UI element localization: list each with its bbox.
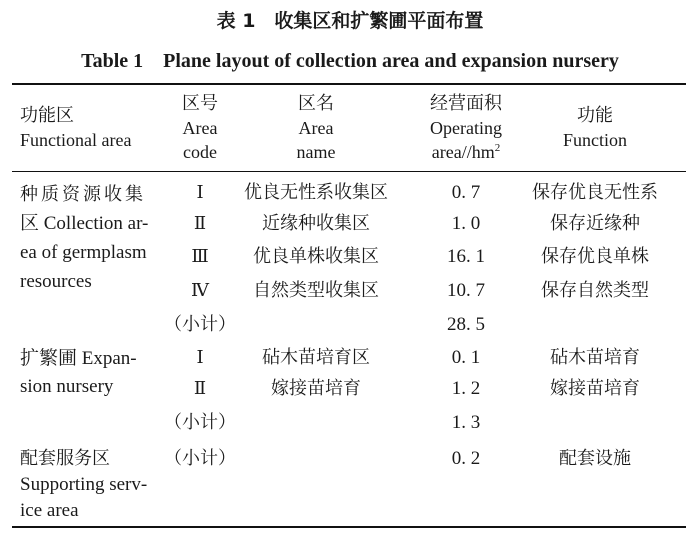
row-code: Ⅱ	[193, 378, 207, 399]
top-rule	[12, 83, 686, 85]
row-area: 16. 1	[447, 246, 485, 267]
row-code: （小计）	[164, 314, 236, 335]
row-function: 砧木苗培育	[550, 347, 640, 368]
header-operating-area-unit	[405, 140, 527, 164]
group-collection-area	[20, 180, 170, 296]
row-area: 1. 3	[451, 412, 481, 433]
row-function: 保存优良无性系	[532, 182, 658, 203]
row-code: （小计）	[164, 448, 236, 469]
row-code: Ⅰ	[196, 347, 204, 368]
group-line: 扩繁圃 Expan-	[20, 348, 137, 369]
group-line: Supporting serv-	[20, 474, 148, 495]
row-area: 1. 2	[451, 378, 481, 399]
header-operating-area	[405, 92, 527, 164]
row-function: 保存自然类型	[541, 280, 649, 301]
row-name: 嫁接苗培育	[271, 378, 361, 399]
header-rule	[12, 171, 686, 172]
group-expansion-nursery	[20, 345, 170, 401]
group-line: 配套服务区	[20, 448, 110, 469]
header-function-en: Function	[562, 130, 627, 150]
row-name: 优良无性系收集区	[244, 182, 388, 203]
group-line: 种质资源收集	[20, 184, 146, 205]
header-operating-area-en1: Operating	[430, 118, 502, 138]
table-title-english: Table 1 Plane layout of collection area and expansion nursery	[81, 50, 619, 72]
header-area-code-cn: 区号	[182, 93, 218, 114]
header-unit-exponent: 2	[494, 142, 501, 154]
group-line: 区 Collection ar-	[20, 213, 149, 234]
row-code: （小计）	[164, 412, 236, 433]
bottom-rule	[12, 526, 686, 528]
row-function: 配套设施	[559, 448, 631, 469]
row-code: Ⅱ	[193, 213, 207, 234]
row-code: Ⅲ	[191, 246, 209, 267]
group-line: ea of germplasm	[20, 242, 147, 263]
header-area-name-cn: 区名	[298, 93, 334, 114]
row-area: 0. 2	[451, 448, 481, 469]
header-area-name-en2: name	[296, 142, 336, 162]
header-functional-area	[20, 104, 170, 152]
header-operating-area-cn: 经营面积	[430, 93, 502, 114]
table-title-chinese: 表 1 收集区和扩繁圃平面布置	[216, 10, 484, 32]
row-code: Ⅰ	[196, 182, 204, 203]
row-area: 10. 7	[447, 280, 485, 301]
row-code: Ⅳ	[191, 280, 209, 301]
header-area-code-en1: Area	[182, 118, 218, 138]
row-area: 0. 7	[451, 182, 481, 203]
header-area-code-en2: code	[183, 142, 217, 162]
row-name: 优良单株收集区	[253, 246, 379, 267]
header-unit-text: area//hm	[431, 142, 495, 162]
group-line: ice area	[20, 500, 79, 521]
header-functional-area-en: Functional area	[20, 130, 132, 150]
header-functional-area-cn: 功能区	[20, 105, 74, 126]
row-area: 28. 5	[447, 314, 485, 335]
header-function-cn: 功能	[577, 105, 613, 126]
row-area: 1. 0	[451, 213, 481, 234]
row-function: 保存优良单株	[541, 246, 649, 267]
group-line: sion nursery	[20, 376, 114, 397]
row-area: 0. 1	[451, 347, 481, 368]
header-area-name-en1: Area	[298, 118, 334, 138]
row-function: 保存近缘种	[550, 213, 640, 234]
row-name: 砧木苗培育区	[262, 347, 370, 368]
header-area-name	[226, 92, 406, 164]
group-supporting-service-area	[20, 446, 170, 524]
row-name: 自然类型收集区	[253, 280, 379, 301]
group-line: resources	[20, 271, 92, 292]
row-function: 嫁接苗培育	[550, 378, 640, 399]
row-name: 近缘种收集区	[262, 213, 370, 234]
header-function	[510, 104, 680, 152]
